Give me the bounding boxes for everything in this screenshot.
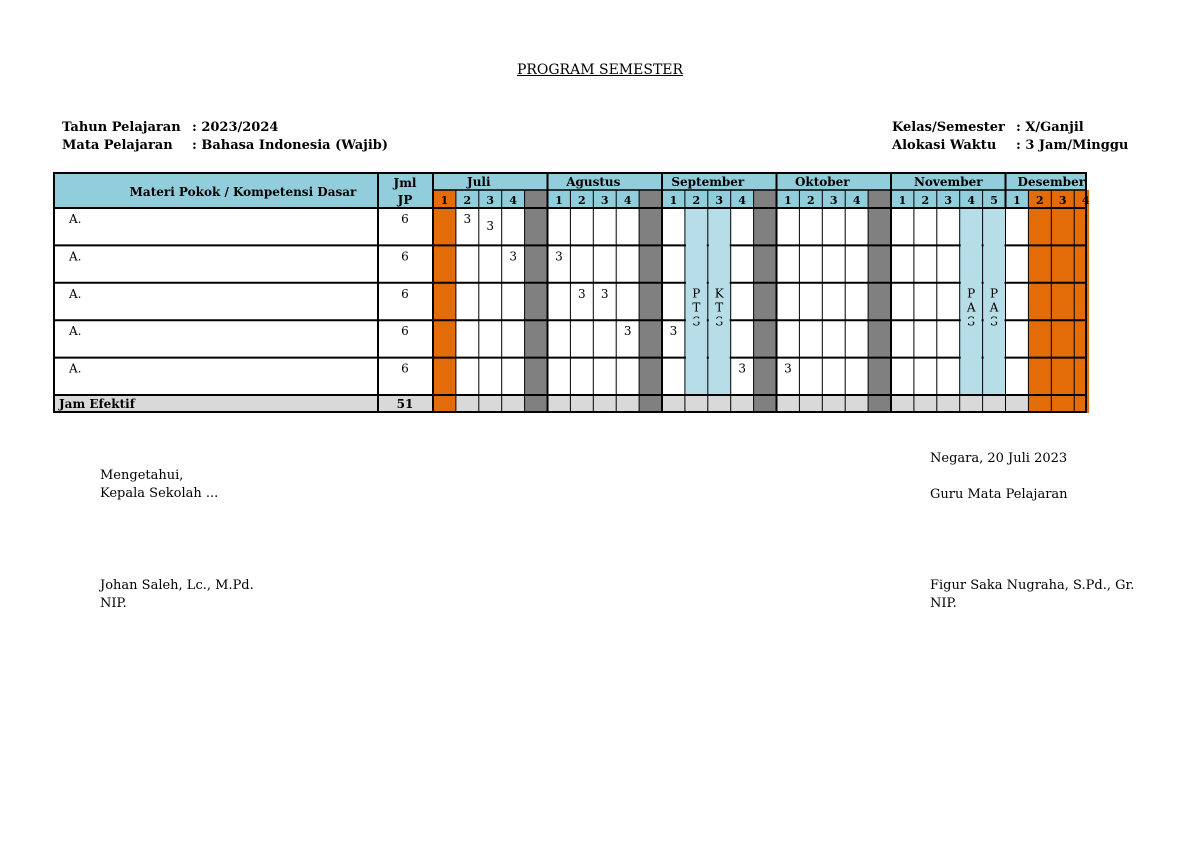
schedule-table — [53, 172, 1089, 414]
header-jml: Jml — [393, 176, 417, 190]
row-jp: 6 — [401, 286, 409, 301]
kepala-name: Johan Saleh, Lc., M.Pd. — [100, 578, 254, 593]
event-letter: P — [990, 286, 999, 301]
week-number: 1 — [555, 194, 563, 207]
event-merge-cover — [686, 244, 707, 247]
week-number: 2 — [692, 194, 701, 207]
kepala-nip: NIP. — [100, 596, 127, 611]
event-merge-cover — [961, 281, 982, 284]
signature-left — [100, 467, 218, 503]
week-number: 2 — [463, 194, 472, 207]
guru-name: Figur Saka Nugraha, S.Pd., Gr. — [930, 578, 1135, 593]
place-date: Negara, 20 Juli 2023 — [930, 451, 1068, 466]
event-merge-cover — [709, 244, 730, 247]
event-merge-cover — [709, 356, 730, 359]
month-label-0: Juli — [467, 175, 491, 189]
row-cell-value: 3 — [509, 249, 517, 264]
meta-right — [892, 119, 1128, 155]
page-title: PROGRAM SEMESTER — [516, 62, 684, 78]
row-jp: 6 — [401, 249, 409, 264]
week-number: 4 — [967, 194, 975, 207]
week-number: 3 — [600, 194, 609, 207]
week-column-orange — [433, 190, 456, 413]
row-cell-value: 3 — [784, 361, 792, 376]
row-materi: A. — [69, 324, 82, 339]
week-number: 1 — [440, 194, 449, 207]
row-cell-value: 3 — [738, 361, 746, 376]
event-merge-cover — [984, 244, 1005, 247]
row-cell-value: 3 — [578, 286, 586, 301]
event-merge-cover — [709, 319, 730, 322]
month-label-3: Oktober — [794, 175, 850, 189]
event-letter: A — [989, 300, 999, 315]
event-merge-cover — [961, 244, 982, 247]
event-merge-cover — [961, 319, 982, 322]
row-cell-value: 3 — [555, 249, 563, 264]
event-letter: T — [715, 300, 724, 315]
row-cell-value: 3 — [463, 212, 472, 226]
row-cell-value: 3 — [486, 219, 495, 233]
week-number: 3 — [944, 194, 953, 207]
event-merge-cover — [984, 356, 1005, 359]
mapel-value: : Bahasa Indonesia (Wajib) — [192, 138, 389, 153]
event-merge-cover — [686, 356, 707, 359]
header-jp: JP — [397, 193, 413, 207]
row-materi: A. — [69, 361, 82, 376]
header-materi: Materi Pokok / Kompetensi Dasar — [129, 185, 357, 199]
week-column-gray — [754, 190, 777, 413]
guru-nip: NIP. — [930, 596, 957, 611]
week-number: 3 — [715, 194, 724, 207]
week-number: 2 — [921, 194, 930, 207]
row-jp: 6 — [401, 361, 409, 376]
week-number: 3 — [829, 194, 838, 207]
week-column-gray — [868, 190, 891, 413]
mengetahui-text: Mengetahui, — [100, 468, 184, 483]
week-number: 2 — [1036, 194, 1044, 207]
row-cell-value: 3 — [623, 324, 632, 339]
signature-right-name — [930, 577, 1134, 613]
mapel-label: Mata Pelajaran — [62, 138, 173, 153]
event-merge-cover — [686, 281, 707, 284]
kelas-value: : X/Ganjil — [1016, 120, 1084, 135]
row-jp: 6 — [401, 212, 409, 226]
week-number: 4 — [623, 194, 632, 207]
kelas-label: Kelas/Semester — [892, 120, 1005, 135]
row-materi: A. — [69, 212, 82, 226]
week-column-gray — [639, 190, 662, 413]
event-merge-cover — [709, 281, 730, 284]
month-label-1: Agustus — [566, 175, 621, 189]
week-number: 4 — [852, 194, 861, 207]
row-cell-value: 3 — [600, 286, 609, 301]
tahun-value: : 2023/2024 — [192, 120, 279, 135]
event-letter: K — [714, 286, 724, 301]
week-number: 4 — [1081, 194, 1089, 207]
row-materi: A. — [69, 286, 82, 301]
month-label-4: November — [913, 175, 983, 189]
month-label-5: Desember — [1017, 175, 1086, 189]
event-merge-cover — [984, 281, 1005, 284]
signature-left-name — [100, 577, 254, 613]
alokasi-value: : 3 Jam/Minggu — [1016, 138, 1129, 153]
week-number: 5 — [990, 194, 998, 207]
row-jp: 6 — [401, 324, 409, 339]
row-cell-value: 3 — [669, 324, 678, 339]
event-letter: P — [692, 286, 701, 301]
tahun-label: Tahun Pelajaran — [62, 120, 181, 135]
week-column-gray — [525, 190, 548, 413]
week-number: 4 — [738, 194, 746, 207]
event-letter: T — [692, 300, 701, 315]
event-letter: A — [966, 300, 976, 315]
row-materi: A. — [69, 249, 82, 264]
month-label-2: September — [671, 175, 745, 189]
week-number: 1 — [1013, 194, 1021, 207]
alokasi-label: Alokasi Waktu — [892, 138, 997, 153]
footer-value: 51 — [396, 397, 414, 411]
footer-label: Jam Efektif — [59, 397, 135, 411]
week-number: 1 — [669, 194, 678, 207]
week-column-orange — [1051, 190, 1074, 413]
event-letter: P — [967, 286, 976, 301]
event-merge-cover — [984, 319, 1005, 322]
event-merge-cover — [961, 356, 982, 359]
week-number: 1 — [784, 194, 792, 207]
week-number: 3 — [486, 194, 495, 207]
week-number: 3 — [1058, 194, 1067, 207]
week-column-orange — [1028, 190, 1051, 413]
kepala-sekolah-text: Kepala Sekolah ... — [100, 486, 219, 501]
week-number: 1 — [898, 194, 907, 207]
event-merge-cover — [686, 319, 707, 322]
week-number: 4 — [509, 194, 517, 207]
meta-left — [62, 119, 388, 155]
week-number: 2 — [807, 194, 815, 207]
week-number: 2 — [578, 194, 586, 207]
guru-text: Guru Mata Pelajaran — [930, 487, 1068, 502]
